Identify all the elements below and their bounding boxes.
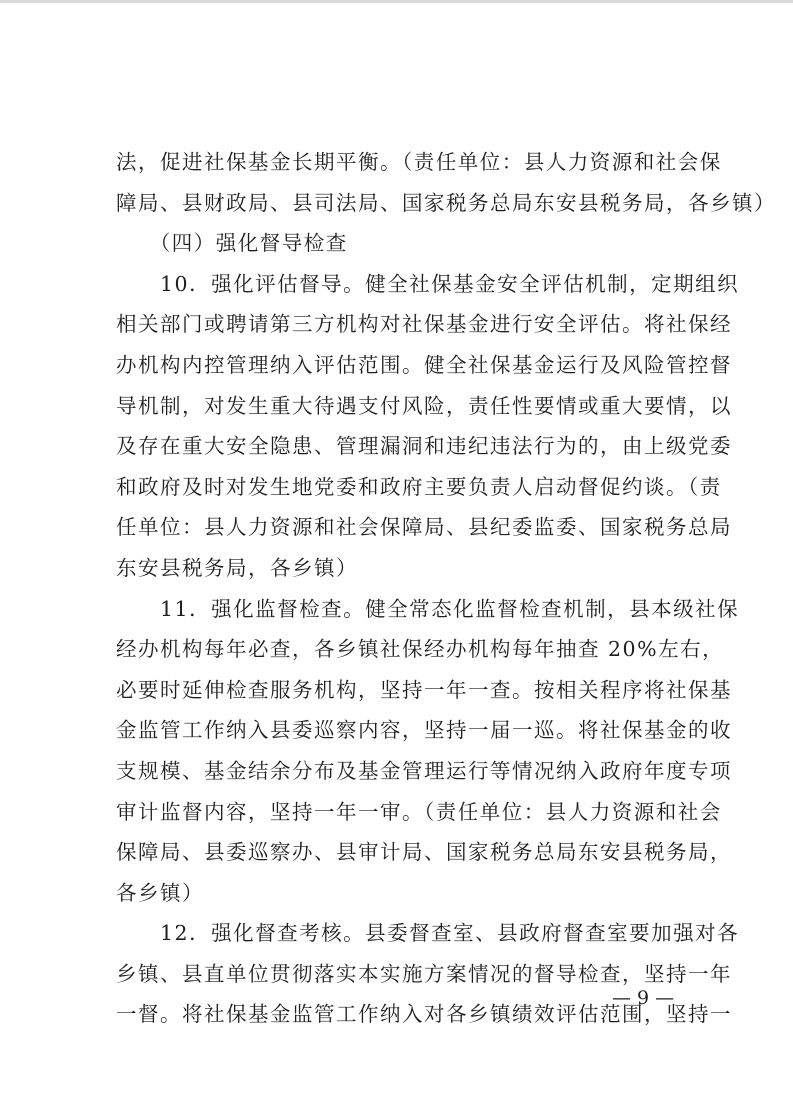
text-line: 乡镇、县直单位贯彻落实本实施方案情况的督导检查，坚持一年 [116, 961, 732, 986]
text-line: 一督。将社保基金监管工作纳入对各乡镇绩效评估范围，坚持一 [116, 1002, 732, 1027]
document-body [116, 142, 776, 1035]
text-line: 障局、县财政局、县司法局、国家税务总局东安县税务局，各乡镇） [116, 190, 776, 215]
text-line: 12．强化督查考核。县委督查室、县政府督查室要加强对各 [116, 921, 740, 946]
text-line: 经办机构每年必查，各乡镇社保经办机构每年抽查 20%左右， [116, 637, 725, 662]
text-line: 必要时延伸检查服务机构，坚持一年一查。按相关程序将社保基 [116, 677, 732, 702]
text-line: 相关部门或聘请第三方机构对社保基金进行安全评估。将社保经 [116, 312, 732, 337]
page-top-edge [0, 0, 793, 3]
text-line: 任单位：县人力资源和社会保障局、县纪委监委、国家税务总局 [116, 515, 732, 540]
text-line: 各乡镇） [116, 880, 204, 905]
text-line: 保障局、县委巡察办、县审计局、国家税务总局东安县税务局， [116, 840, 732, 865]
text-line: 及存在重大安全隐患、管理漏洞和违纪违法行为的，由上级党委 [116, 434, 732, 459]
text-line: 10．强化评估督导。健全社保基金安全评估机制，定期组织 [116, 271, 740, 296]
text-line: 东安县税务局，各乡镇） [116, 555, 358, 580]
section-heading: （四）强化督导检查 [116, 231, 348, 256]
text-line: 支规模、基金结余分布及基金管理运行等情况纳入政府年度专项 [116, 758, 732, 783]
text-line: 审计监督内容，坚持一年一审。（责任单位：县人力资源和社会 [116, 799, 722, 824]
text-line: 办机构内控管理纳入评估范围。健全社保基金运行及风险管控督 [116, 352, 732, 377]
text-line: 11．强化监督检查。健全常态化监督检查机制，县本级社保 [116, 596, 740, 621]
page-number: — 9 — [612, 987, 675, 1009]
text-line: 金监管工作纳入县委巡察内容，坚持一届一巡。将社保基金的收 [116, 718, 732, 743]
text-line: 和政府及时对发生地党委和政府主要负责人启动督促约谈。（责 [116, 474, 722, 499]
text-line: 导机制，对发生重大待遇支付风险，责任性要情或重大要情，以 [116, 393, 732, 418]
text-line: 法，促进社保基金长期平衡。（责任单位：县人力资源和社会保 [116, 150, 722, 174]
